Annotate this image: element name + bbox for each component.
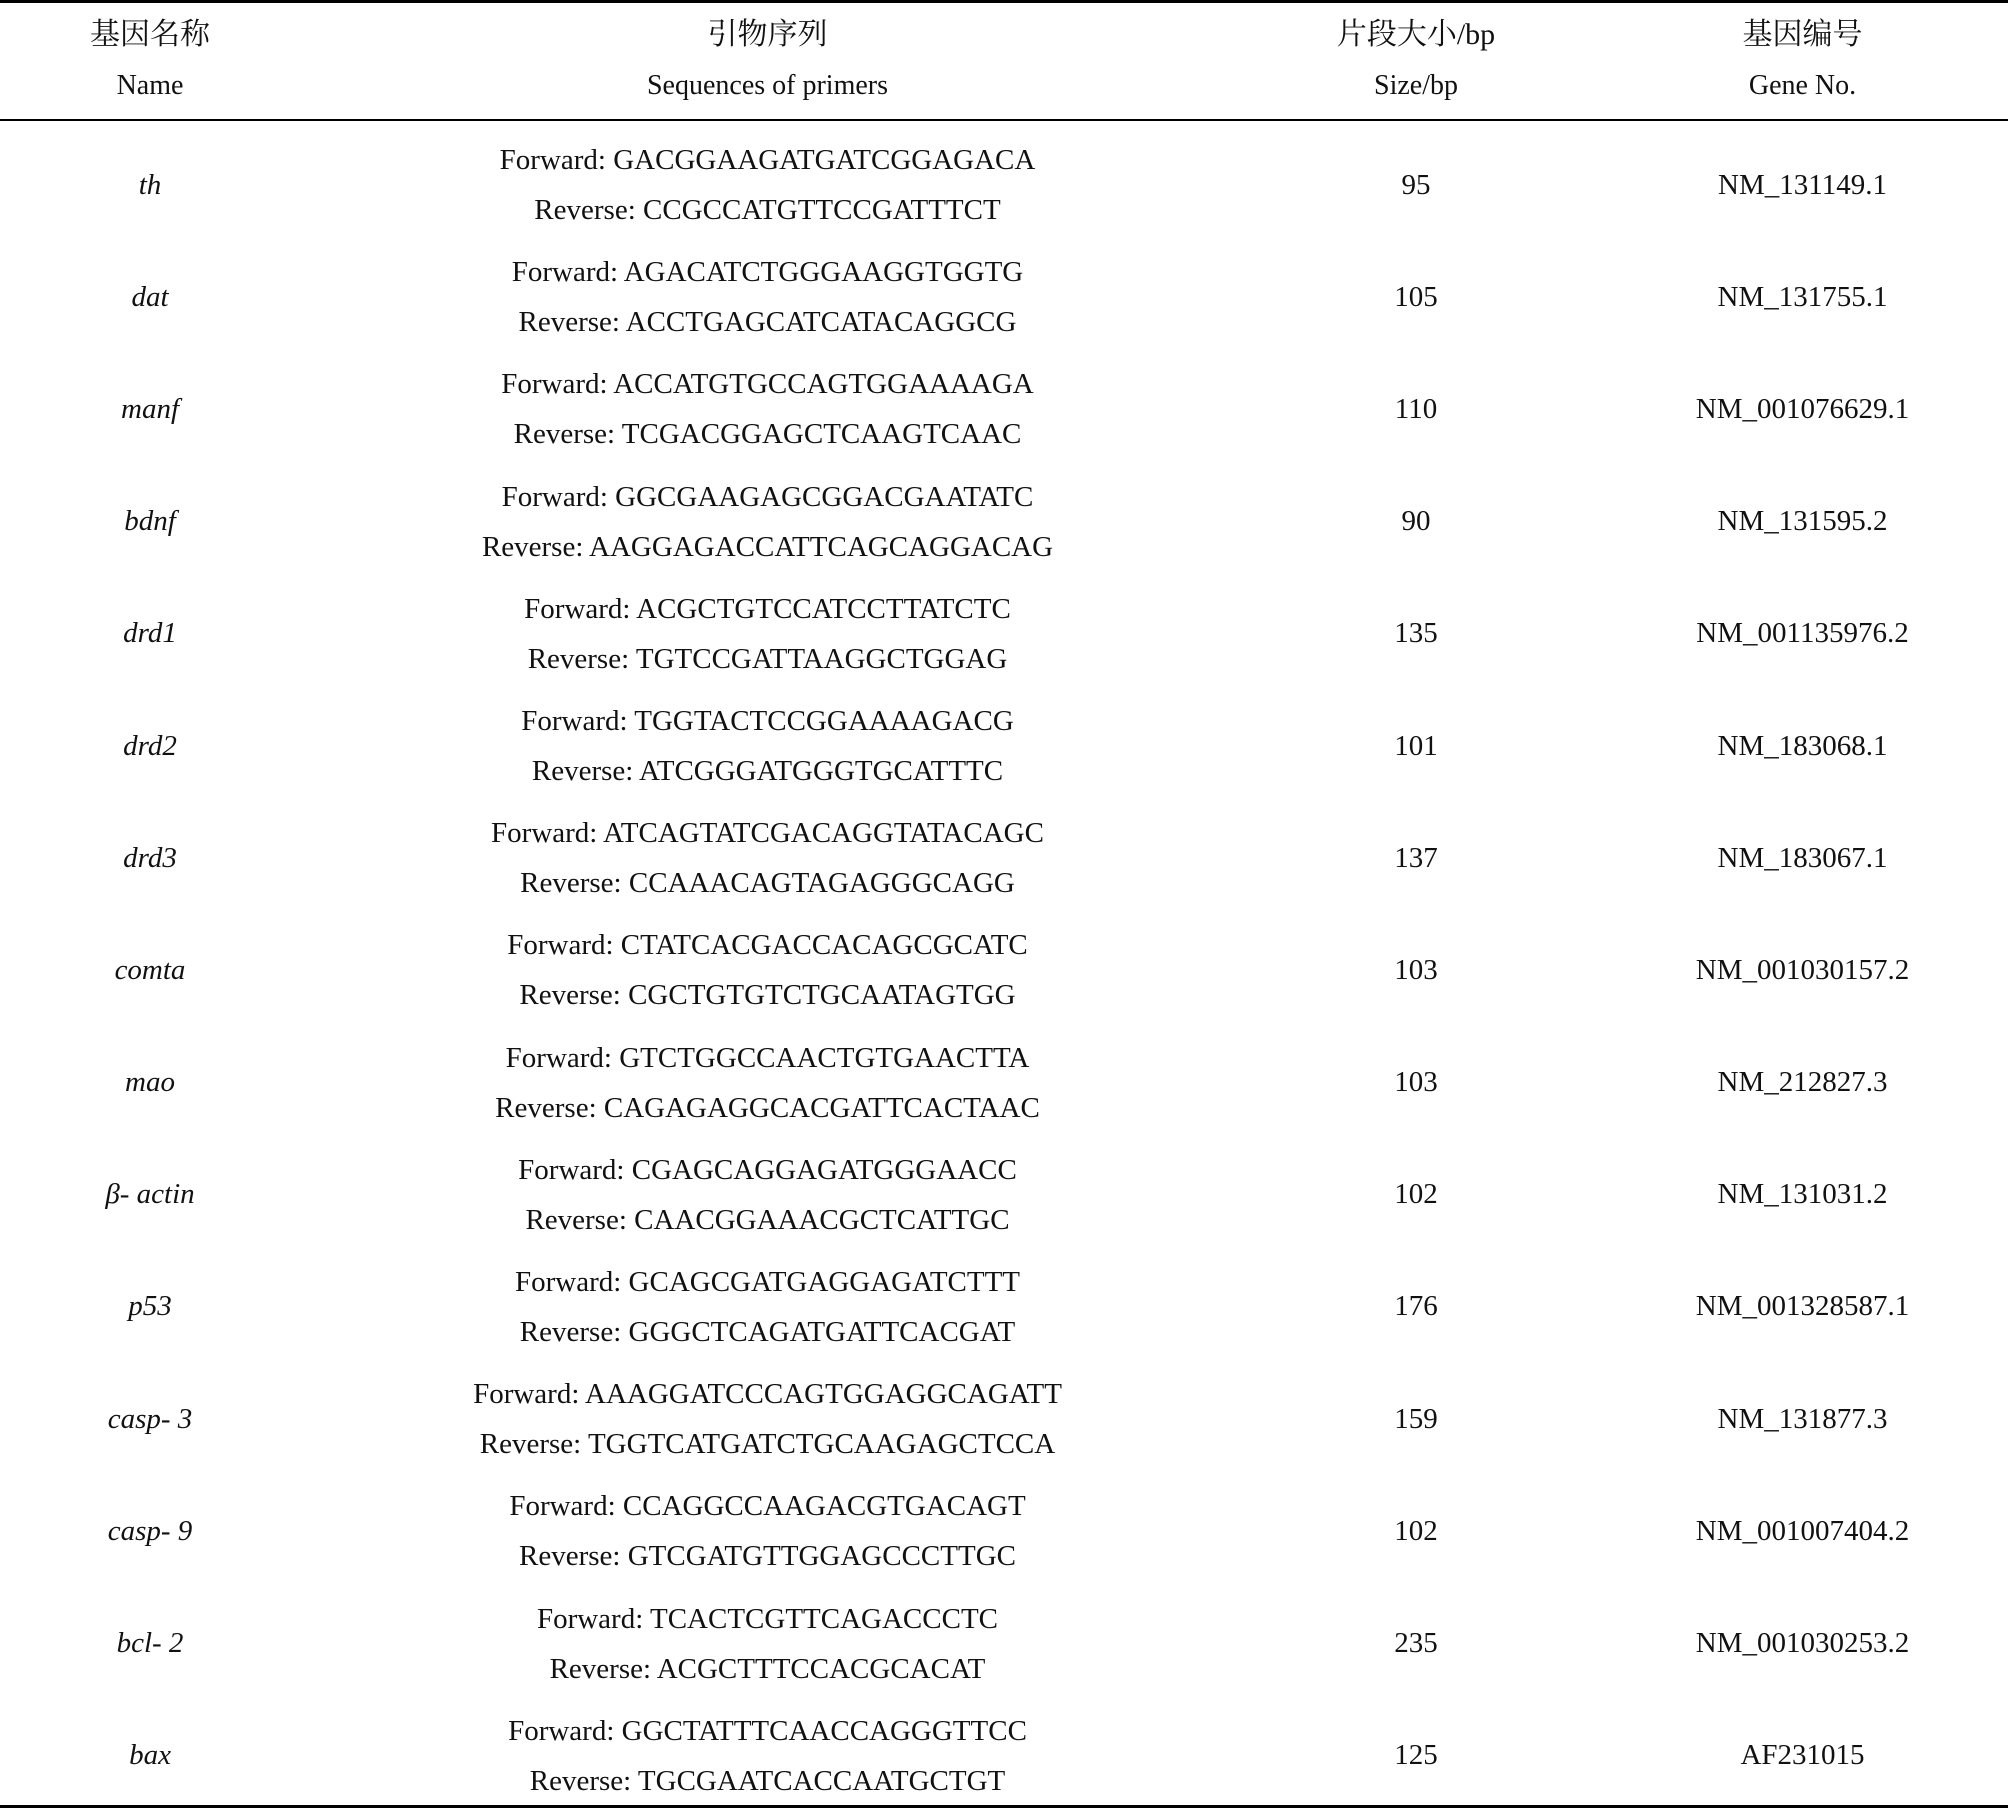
fragment-size: 235 <box>1394 1627 1438 1660</box>
gene-name: mao <box>125 1066 175 1099</box>
gene-number: NM_001328587.1 <box>1695 1290 1910 1323</box>
forward-primer: Forward: ACCATGTGCCAGTGGAAAAGA <box>501 368 1034 401</box>
table-row <box>0 241 2008 353</box>
primer-sequences <box>300 1027 1235 1139</box>
gene-name: bax <box>129 1739 171 1772</box>
gene-name: casp- 9 <box>107 1514 193 1547</box>
reverse-primer: Reverse: CGCTGTGTCTGCAATAGTGG <box>519 979 1016 1012</box>
forward-primer: Forward: GCAGCGATGAGGAGATCTTT <box>514 1265 1021 1298</box>
primer-sequences <box>300 1139 1235 1251</box>
gene-number: NM_001030253.2 <box>1695 1627 1910 1660</box>
fragment-size: 102 <box>1394 1178 1438 1211</box>
gene-name: bdnf <box>124 505 176 538</box>
primer-sequences <box>300 129 1235 241</box>
gene-number: NM_001030157.2 <box>1695 953 1910 986</box>
header-name-zh: 基因名称 <box>90 18 210 51</box>
reverse-primer: Reverse: TCGACGGAGCTCAAGTCAAC <box>513 418 1022 451</box>
primer-sequences <box>300 578 1235 690</box>
forward-primer: Forward: CCAGGCCAAGACGTGACAGT <box>509 1490 1026 1523</box>
gene-name: bcl- 2 <box>116 1627 184 1660</box>
table-row <box>0 129 2008 241</box>
table-row <box>0 1139 2008 1251</box>
table-header-rule <box>0 119 2008 121</box>
fragment-size: 90 <box>1401 505 1431 538</box>
table-row <box>0 1587 2008 1699</box>
fragment-size: 110 <box>1394 392 1438 425</box>
gene-name: β- actin <box>105 1178 195 1211</box>
header-sequence <box>300 3 1235 119</box>
reverse-primer: Reverse: ATCGGGATGGGTGCATTTC <box>531 755 1004 788</box>
reverse-primer: Reverse: CCAAACAGTAGAGGGCAGG <box>520 867 1015 900</box>
forward-primer: Forward: GGCGAAGAGCGGACGAATATC <box>501 480 1034 513</box>
gene-name: th <box>138 168 162 201</box>
primer-sequences <box>300 690 1235 802</box>
forward-primer: Forward: ACGCTGTCCATCCTTATCTC <box>524 592 1011 625</box>
primer-sequences <box>300 353 1235 465</box>
table-body <box>0 129 2008 1812</box>
reverse-primer: Reverse: ACGCTTTCCACGCACAT <box>549 1652 986 1685</box>
table-header <box>0 3 2008 119</box>
primer-sequences <box>300 1475 1235 1587</box>
fragment-size: 101 <box>1394 729 1438 762</box>
header-size-zh: 片段大小/bp <box>1336 18 1496 51</box>
reverse-primer: Reverse: ACCTGAGCATCATACAGGCG <box>518 306 1017 339</box>
forward-primer: Forward: GACGGAAGATGATCGGAGACA <box>499 144 1036 177</box>
forward-primer: Forward: GTCTGGCCAACTGTGAACTTA <box>505 1041 1030 1074</box>
fragment-size: 103 <box>1394 953 1438 986</box>
reverse-primer: Reverse: TGCGAATCACCAATGCTGT <box>529 1764 1006 1797</box>
header-size <box>1235 3 1597 119</box>
forward-primer: Forward: GGCTATTTCAACCAGGGTTCC <box>508 1714 1027 1747</box>
primer-sequences <box>300 1700 1235 1812</box>
gene-number: NM_212827.3 <box>1717 1066 1888 1099</box>
gene-name: dat <box>131 280 169 313</box>
fragment-size: 176 <box>1394 1290 1438 1323</box>
primer-sequences <box>300 1587 1235 1699</box>
table-row <box>0 353 2008 465</box>
primer-sequences <box>300 466 1235 578</box>
gene-number: NM_131149.1 <box>1718 168 1887 201</box>
fragment-size: 95 <box>1401 168 1431 201</box>
header-gene-no <box>1597 3 2008 119</box>
reverse-primer: Reverse: TGTCCGATTAAGGCTGGAG <box>527 642 1008 675</box>
primer-sequences <box>300 802 1235 914</box>
reverse-primer: Reverse: GGGCTCAGATGATTCACGAT <box>519 1315 1016 1348</box>
forward-primer: Forward: AGACATCTGGGAAGGTGGTG <box>511 256 1024 289</box>
fragment-size: 137 <box>1394 841 1438 874</box>
table-row <box>0 578 2008 690</box>
gene-name: comta <box>114 953 186 986</box>
gene-number: NM_001007404.2 <box>1695 1514 1910 1547</box>
table-row <box>0 1363 2008 1475</box>
table-row <box>0 690 2008 802</box>
forward-primer: Forward: AAAGGATCCCAGTGGAGGCAGATT <box>473 1378 1062 1411</box>
fragment-size: 135 <box>1394 617 1438 650</box>
reverse-primer: Reverse: CAACGGAAACGCTCATTGC <box>525 1203 1010 1236</box>
header-gene-no-en: Gene No. <box>1748 70 1857 101</box>
table-row <box>0 1251 2008 1363</box>
primer-sequences <box>300 914 1235 1026</box>
gene-number: AF231015 <box>1740 1739 1865 1772</box>
reverse-primer: Reverse: TGGTCATGATCTGCAAGAGCTCCA <box>479 1428 1056 1461</box>
table-row <box>0 466 2008 578</box>
forward-primer: Forward: TGGTACTCCGGAAAAGACG <box>521 705 1014 738</box>
table-row <box>0 1700 2008 1812</box>
gene-number: NM_131755.1 <box>1717 280 1888 313</box>
reverse-primer: Reverse: AAGGAGACCATTCAGCAGGACAG <box>481 530 1054 563</box>
primer-sequences <box>300 241 1235 353</box>
header-sequence-zh: 引物序列 <box>707 18 828 51</box>
header-name <box>0 3 300 119</box>
gene-name: casp- 3 <box>107 1402 193 1435</box>
fragment-size: 125 <box>1394 1739 1438 1772</box>
table-bottom-rule <box>0 1805 2008 1808</box>
gene-number: NM_183067.1 <box>1717 841 1888 874</box>
reverse-primer: Reverse: CCGCCATGTTCCGATTTCT <box>534 194 1001 227</box>
gene-name: drd3 <box>123 841 177 874</box>
fragment-size: 103 <box>1394 1066 1438 1099</box>
header-name-en: Name <box>116 70 184 101</box>
gene-number: NM_131877.3 <box>1717 1402 1888 1435</box>
reverse-primer: Reverse: CAGAGAGGCACGATTCACTAAC <box>495 1091 1040 1124</box>
gene-number: NM_183068.1 <box>1717 729 1888 762</box>
header-sequence-en: Sequences of primers <box>646 70 889 101</box>
forward-primer: Forward: TCACTCGTTCAGACCCTC <box>536 1602 999 1635</box>
forward-primer: Forward: CTATCACGACCACAGCGCATC <box>507 929 1028 962</box>
forward-primer: Forward: ATCAGTATCGACAGGTATACAGC <box>491 817 1044 850</box>
gene-name: manf <box>121 392 179 425</box>
gene-number: NM_131031.2 <box>1717 1178 1888 1211</box>
fragment-size: 105 <box>1394 280 1438 313</box>
table-row <box>0 1475 2008 1587</box>
gene-name: drd2 <box>123 729 177 762</box>
header-size-en: Size/bp <box>1374 70 1458 101</box>
gene-number: NM_131595.2 <box>1717 505 1888 538</box>
gene-name: p53 <box>128 1290 172 1323</box>
fragment-size: 102 <box>1394 1514 1438 1547</box>
reverse-primer: Reverse: GTCGATGTTGGAGCCCTTGC <box>519 1540 1016 1573</box>
forward-primer: Forward: CGAGCAGGAGATGGGAACC <box>518 1153 1017 1186</box>
gene-number: NM_001076629.1 <box>1695 392 1910 425</box>
table-row <box>0 914 2008 1026</box>
primer-sequences <box>300 1251 1235 1363</box>
gene-name: drd1 <box>123 617 177 650</box>
fragment-size: 159 <box>1394 1402 1438 1435</box>
gene-number: NM_001135976.2 <box>1696 617 1909 650</box>
table-row <box>0 1027 2008 1139</box>
table-row <box>0 802 2008 914</box>
primer-sequences <box>300 1363 1235 1475</box>
header-gene-no-zh: 基因编号 <box>1742 18 1863 51</box>
